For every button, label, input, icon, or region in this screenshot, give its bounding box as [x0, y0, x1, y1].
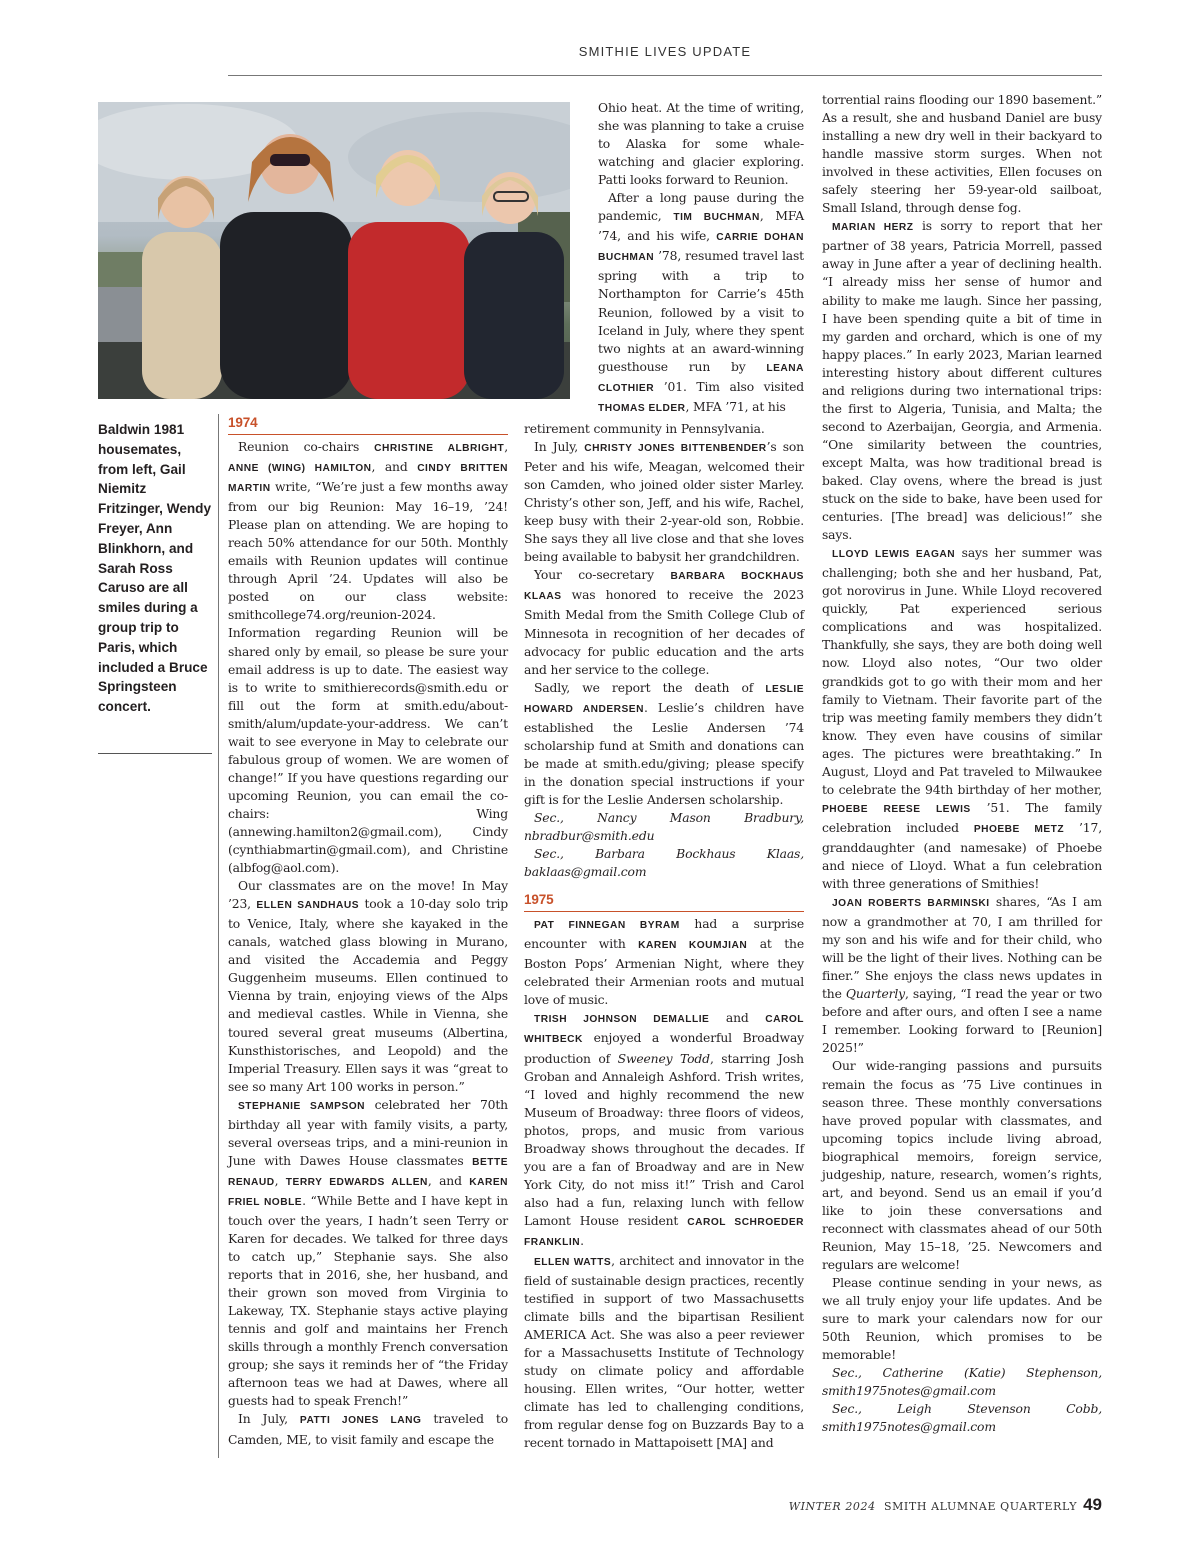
column-c: [822, 91, 1102, 1436]
caption-rule: [98, 753, 212, 754]
person-1-coat: [142, 232, 222, 399]
class-note-continued: [524, 420, 804, 438]
class-note: Reunion co-chairs CHRISTINE ALBRIGHT, ANNE (WING) HAMILTON, and CINDY BRITTEN MARTIN write, “We’re just a few months away from our big Reunion: May 16–19, ’24! Please plan on attending. We are hoping to reach 50% attendance for our 50th. Monthly emails with Reunion updates will continue through April ’24. Updates will also be posted on our class website: smithcollege74.org/reunion-2024. Information regarding Reunion will be shared only by email, so please be sure your email address is up to date. The easiest way is to write to smithierecords@smith.edu or fill out the form at smith.edu/about-smith/alum/update-your-address. We can’t wait to see everyone in May to celebrate our fabulous group of women. We are women of change!” If you have questions regarding our upcoming Reunion, you can email the co-chairs: Wing (annewing.hamilton2@gmail.com), Cindy (cynthiabmartin@gmail.com), and Christine (albfog@aol.com).: [228, 440, 508, 876]
text-flow: , architect and innovator in the field of sustainable design practices, recently testified in support of two Massachusetts climate bills and the bipartisan Resilient AMERICA Act. She was also a peer reviewer for a Massachusetts Institute of Technology study on climate policy and affordable housing. Ellen writes, “Our hotter, wetter climate has led to challenging conditions, from regular dense fog on Buzzards Bay to a recent tornado in Mattapoisett [MA] and: [524, 1254, 804, 1451]
classmate-name: TERRY EDWARDS ALLEN: [285, 1176, 428, 1188]
class-note: Our classmates are on the move! In May ’23, ELLEN SANDHAUS took a 10-day solo trip to Venice, Italy, where she kayaked in the canals, watched glass blowing in Murano, and visited the Accademia and Peggy Guggenheim museums. Ellen continued to Vienna by train, enjoying views of the Alps and medieval castles. While in Vienna, she toured several great museums (Albertina, Kunsthistorisches, and Leopold) and the Imperial Treasury. Ellen says it was “great to see so many Art 100 works in person.”: [228, 879, 508, 1094]
page-footer: [789, 1495, 1102, 1515]
classmate-name: PHOEBE REESE LEWIS: [822, 803, 971, 815]
text-flow: retirement community in Pennsylvania.: [524, 422, 765, 436]
class-note: TRISH JOHNSON DEMALLIE and CAROL WHITBECK enjoyed a wonderful Broadway production of Sweeney Todd, starring Josh Groban and Annaleigh Ashford. Trish writes, “I loved and highly recommend the new Museum of Broadway: three floors of videos, photos, props, and music from various Broadway shows throughout the decades. If you are a fan of Broadway and are in New York City, do not miss it!” Trish and Carol also had a fun, relaxing lunch with fellow Lamont House resident CAROL SCHROEDER FRANKLIN.: [524, 1011, 805, 1248]
classmate-name: LESLIE HOWARD ANDERSEN: [524, 683, 804, 715]
column-1974-a: [228, 414, 508, 1449]
classmate-name: BETTE RENAUD: [228, 1156, 508, 1188]
classmate-name: PAT FINNEGAN BYRAM: [534, 920, 680, 932]
class-note: Our wide-ranging passions and pursuits remain the focus as ’75 Live continues in season three. These monthly conversations have proved popular with classmates, and upcoming topics include living abroad, biographical memoirs, foreign service, judgeship, nature, research, women’s rights, art, and beyond. Send us an email if you’d like to join these conversations and reconnect with classmates ahead of our 50th Reunion, May 15–18, ’25. Newcomers and regulars are welcome!: [822, 1059, 1102, 1272]
class-note: In July, PATTI JONES LANG traveled to Camden, ME, to visit family and escape the: [228, 1412, 508, 1447]
running-head: SMITHIE LIVES UPDATE: [578, 44, 752, 59]
classmate-name: CAROL WHITBECK: [524, 1014, 805, 1046]
class-note: PAT FINNEGAN BYRAM had a surprise encounter with KAREN KOUMJIAN at the Boston Pops’ Armenian Night, where they celebrated their Armenian roots and mutual love of music.: [524, 917, 804, 1008]
classmate-name: CAROL SCHROEDER FRANKLIN: [524, 1216, 804, 1248]
classmate-name: CHRISTY JONES BITTENBENDER: [584, 443, 767, 455]
classmate-name: PHOEBE METZ: [973, 823, 1065, 835]
classmate-name: ELLEN SANDHAUS: [256, 900, 360, 912]
person-3-coat: [348, 222, 470, 399]
class-note: MARIAN HERZ is sorry to report that her partner of 38 years, Patricia Morrell, passed away in June after a year of declining health. “I already miss her sense of humor and ability to make me laugh. Since her passing, I have been spending quite a bit of time in my garden and orchard, which is one of my happy places.” In early 2023, Marian learned interesting history about different cultures and religions during two international trips: the first to Algeria, Tunisia, and Malta; the second to Azerbaijan, Georgia, and Armenia. “One similarity between the countries, except Malta, was how traditional bread is baked. Clay ovens, where the bread is just stuck on the side to bake, have been used for centuries. [The bread] was delicious!” she says.: [822, 219, 1102, 543]
classmate-name: THOMAS ELDER: [598, 402, 686, 414]
class-secretary: Sec., Barbara Bockhaus Klaas, baklaas@gmail.com: [524, 847, 804, 880]
classmate-name: ANNE (WING) HAMILTON: [228, 463, 372, 475]
sunglasses: [270, 154, 310, 166]
group-photo: [98, 102, 570, 399]
classmate-name: TRISH JOHNSON DEMALLIE: [534, 1014, 710, 1026]
person-2-coat: [220, 212, 352, 399]
classmate-name: CHRISTINE ALBRIGHT: [374, 443, 505, 454]
class-note-continued: [598, 99, 804, 189]
class-note: Sadly, we report the death of LESLIE HOWARD ANDERSEN. Leslie’s children have established the Leslie Andersen ’74 scholarship fund at Smith and donations can be made at smith.edu/giving; please specify in the donation special instructions if your gift is for the Leslie Andersen scholarship.: [524, 680, 805, 807]
class-secretary: Sec., Nancy Mason Bradbury, nbradbur@smith.edu: [524, 810, 804, 844]
class-secretary: Sec., Leigh Stevenson Cobb, smith1975notes@gmail.com: [822, 1402, 1102, 1435]
classmate-name: PATTI JONES LANG: [299, 1415, 422, 1427]
classmate-name: BARBARA BOCKHAUS KLAAS: [524, 571, 804, 603]
page-number: 49: [1083, 1495, 1102, 1514]
class-note: JOAN ROBERTS BARMINSKI shares, “As I am now a grandmother at 70, I am thrilled for my son and his wife and for their child, who will be the light of their lives. Nothing can be finer.” She enjoys the class news updates in the Quarterly, saying, “I read the year or two before and after ours, and often I see a name I remember. Looking forward to [Reunion] 2025!”: [822, 895, 1102, 1056]
header-rule: [228, 75, 1102, 76]
classmate-name: JOAN ROBERTS BARMINSKI: [832, 898, 990, 910]
class-year-1974: 1974: [228, 414, 508, 435]
class-note: LLOYD LEWIS EAGAN says her summer was challenging; both she and her husband, Pat, got norovirus in June. While Lloyd recovered quickly, Pat experienced serious complications and was hospitalized. Thankfully, she says, they are both doing well now. Lloyd also notes, “Our two older grandkids got to go with their mom and her family to Vietnam. Their favorite part of the trip was meeting family members they didn’t know. They even have cousins of similar ages. The pictures were breathtaking.” In August, Lloyd and Pat traveled to Milwaukee to celebrate the 94th birthday of her mother, PHOEBE REESE LEWIS ’51. The family celebration included PHOEBE METZ ’17, granddaughter (and namesake) of Phoebe and niece of Lloyd. What a fun celebration with three generations of Smithies!: [822, 546, 1103, 892]
class-note: Please continue sending in your news, as we all truly enjoy your life updates. And be sure to mark your calendars now for our 50th Reunion, which promises to be memorable!: [822, 1276, 1102, 1363]
classmate-name: LLOYD LEWIS EAGAN: [832, 549, 956, 561]
classmate-name: KAREN FRIEL NOBLE: [228, 1176, 508, 1208]
column-1974-b-top: [598, 99, 804, 418]
class-note: Your co-secretary BARBARA BOCKHAUS KLAAS was honored to receive the 2023 Smith Medal from the Smith College Club of Minnesota in recognition of her decades of advocacy for public education and the arts and her service to the college.: [524, 568, 804, 677]
text-flow: traveled to Camden, ME, to visit family and escape the: [228, 1412, 508, 1447]
classmate-name: TIM BUCHMAN: [673, 212, 760, 224]
class-secretary: Sec., Catherine (Katie) Stephenson, smith1975notes@gmail.com: [822, 1366, 1102, 1399]
italic-title: Quarterly: [845, 987, 905, 1002]
photo-illustration: [98, 102, 570, 399]
class-year-1975: 1975: [524, 891, 804, 912]
class-note: [524, 1252, 804, 1453]
issue-date: WINTER 2024: [788, 1500, 876, 1513]
classmate-name: CINDY BRITTEN MARTIN: [228, 463, 508, 495]
photo-caption: Baldwin 1981 housemates, from left, Gail Niemitz Fritzinger, Wendy Freyer, Ann Blinkhorn, and Sarah Ross Caruso are all smiles during a group trip to Paris, which included a Bruce Springsteen concert.: [98, 422, 212, 715]
column-b: [524, 420, 804, 1453]
class-note: After a long pause during the pandemic, TIM BUCHMAN, MFA ’74, and his wife, CARRIE DOHAN BUCHMAN ’78, resumed travel last spring with a trip to Northampton for Carrie’s 45th Reunion, followed by a visit to Iceland in July, where they spent two nights at an award-winning guesthouse run by LEANA CLOTHIER ’01. Tim also visited THOMAS ELDER, MFA ’71, at his: [598, 191, 804, 414]
classmate-name: ELLEN WATTS: [534, 1257, 612, 1269]
italic-title: Sweeney Todd: [617, 1051, 710, 1066]
person-4-jacket: [464, 232, 564, 399]
classmate-name: CARRIE DOHAN BUCHMAN: [598, 232, 804, 264]
classmate-name: LEANA CLOTHIER: [598, 362, 804, 394]
text-flow: Ohio heat. At the time of writing, she was planning to take a cruise to Alaska for some whale-watching and glacier exploring. Patti looks forward to Reunion.: [598, 101, 804, 188]
text-flow: , MFA ’71, at his: [685, 399, 786, 414]
publication-name: SMITH ALUMNAE QUARTERLY: [883, 1500, 1078, 1513]
class-note: STEPHANIE SAMPSON celebrated her 70th birthday all year with family visits, a party, several overseas trips, and a mini-reunion in June with Dawes House classmates BETTE RENAUD, TERRY EDWARDS ALLEN, and KAREN FRIEL NOBLE. “While Bette and I have kept in touch over the years, I hadn’t seen Terry or Karen for decades. We talked for three days to catch up,” Stephanie says. She also reports that in 2016, she, her husband, and their grown son moved from Virginia to Lakeway, TX. Stephanie stays active playing tennis and golf and maintains her French skills through a monthly French conversation group; she says it reminds her of “the Friday afternoon teas we had at Dawes, where all guests had to speak French!”: [228, 1097, 508, 1409]
classmate-name: MARIAN HERZ: [832, 222, 914, 234]
class-note-continued: [822, 91, 1102, 217]
classmate-name: STEPHANIE SAMPSON: [238, 1100, 366, 1112]
column-rule: [218, 414, 219, 1458]
text-flow: torrential rains flooding our 1890 basement.” As a result, she and husband Daniel are busy installing a new dry well in their backyard to handle massive storm surges. When not involved in these activities, Ellen focuses on safely steering her 59-year-old sailboat, Small Island, through dense fog.: [822, 93, 1102, 216]
classmate-name: KAREN KOUMJIAN: [638, 940, 748, 952]
class-note: In July, CHRISTY JONES BITTENBENDER’s son Peter and his wife, Meagan, welcomed their son Camden, who joined older sister Marley. Christy’s other son, Jeff, and his wife, Rachel, keep busy with their 2-year-old son, Robbie. She says they all live close and that she loves being available to babysit her grandchildren.: [524, 440, 804, 565]
